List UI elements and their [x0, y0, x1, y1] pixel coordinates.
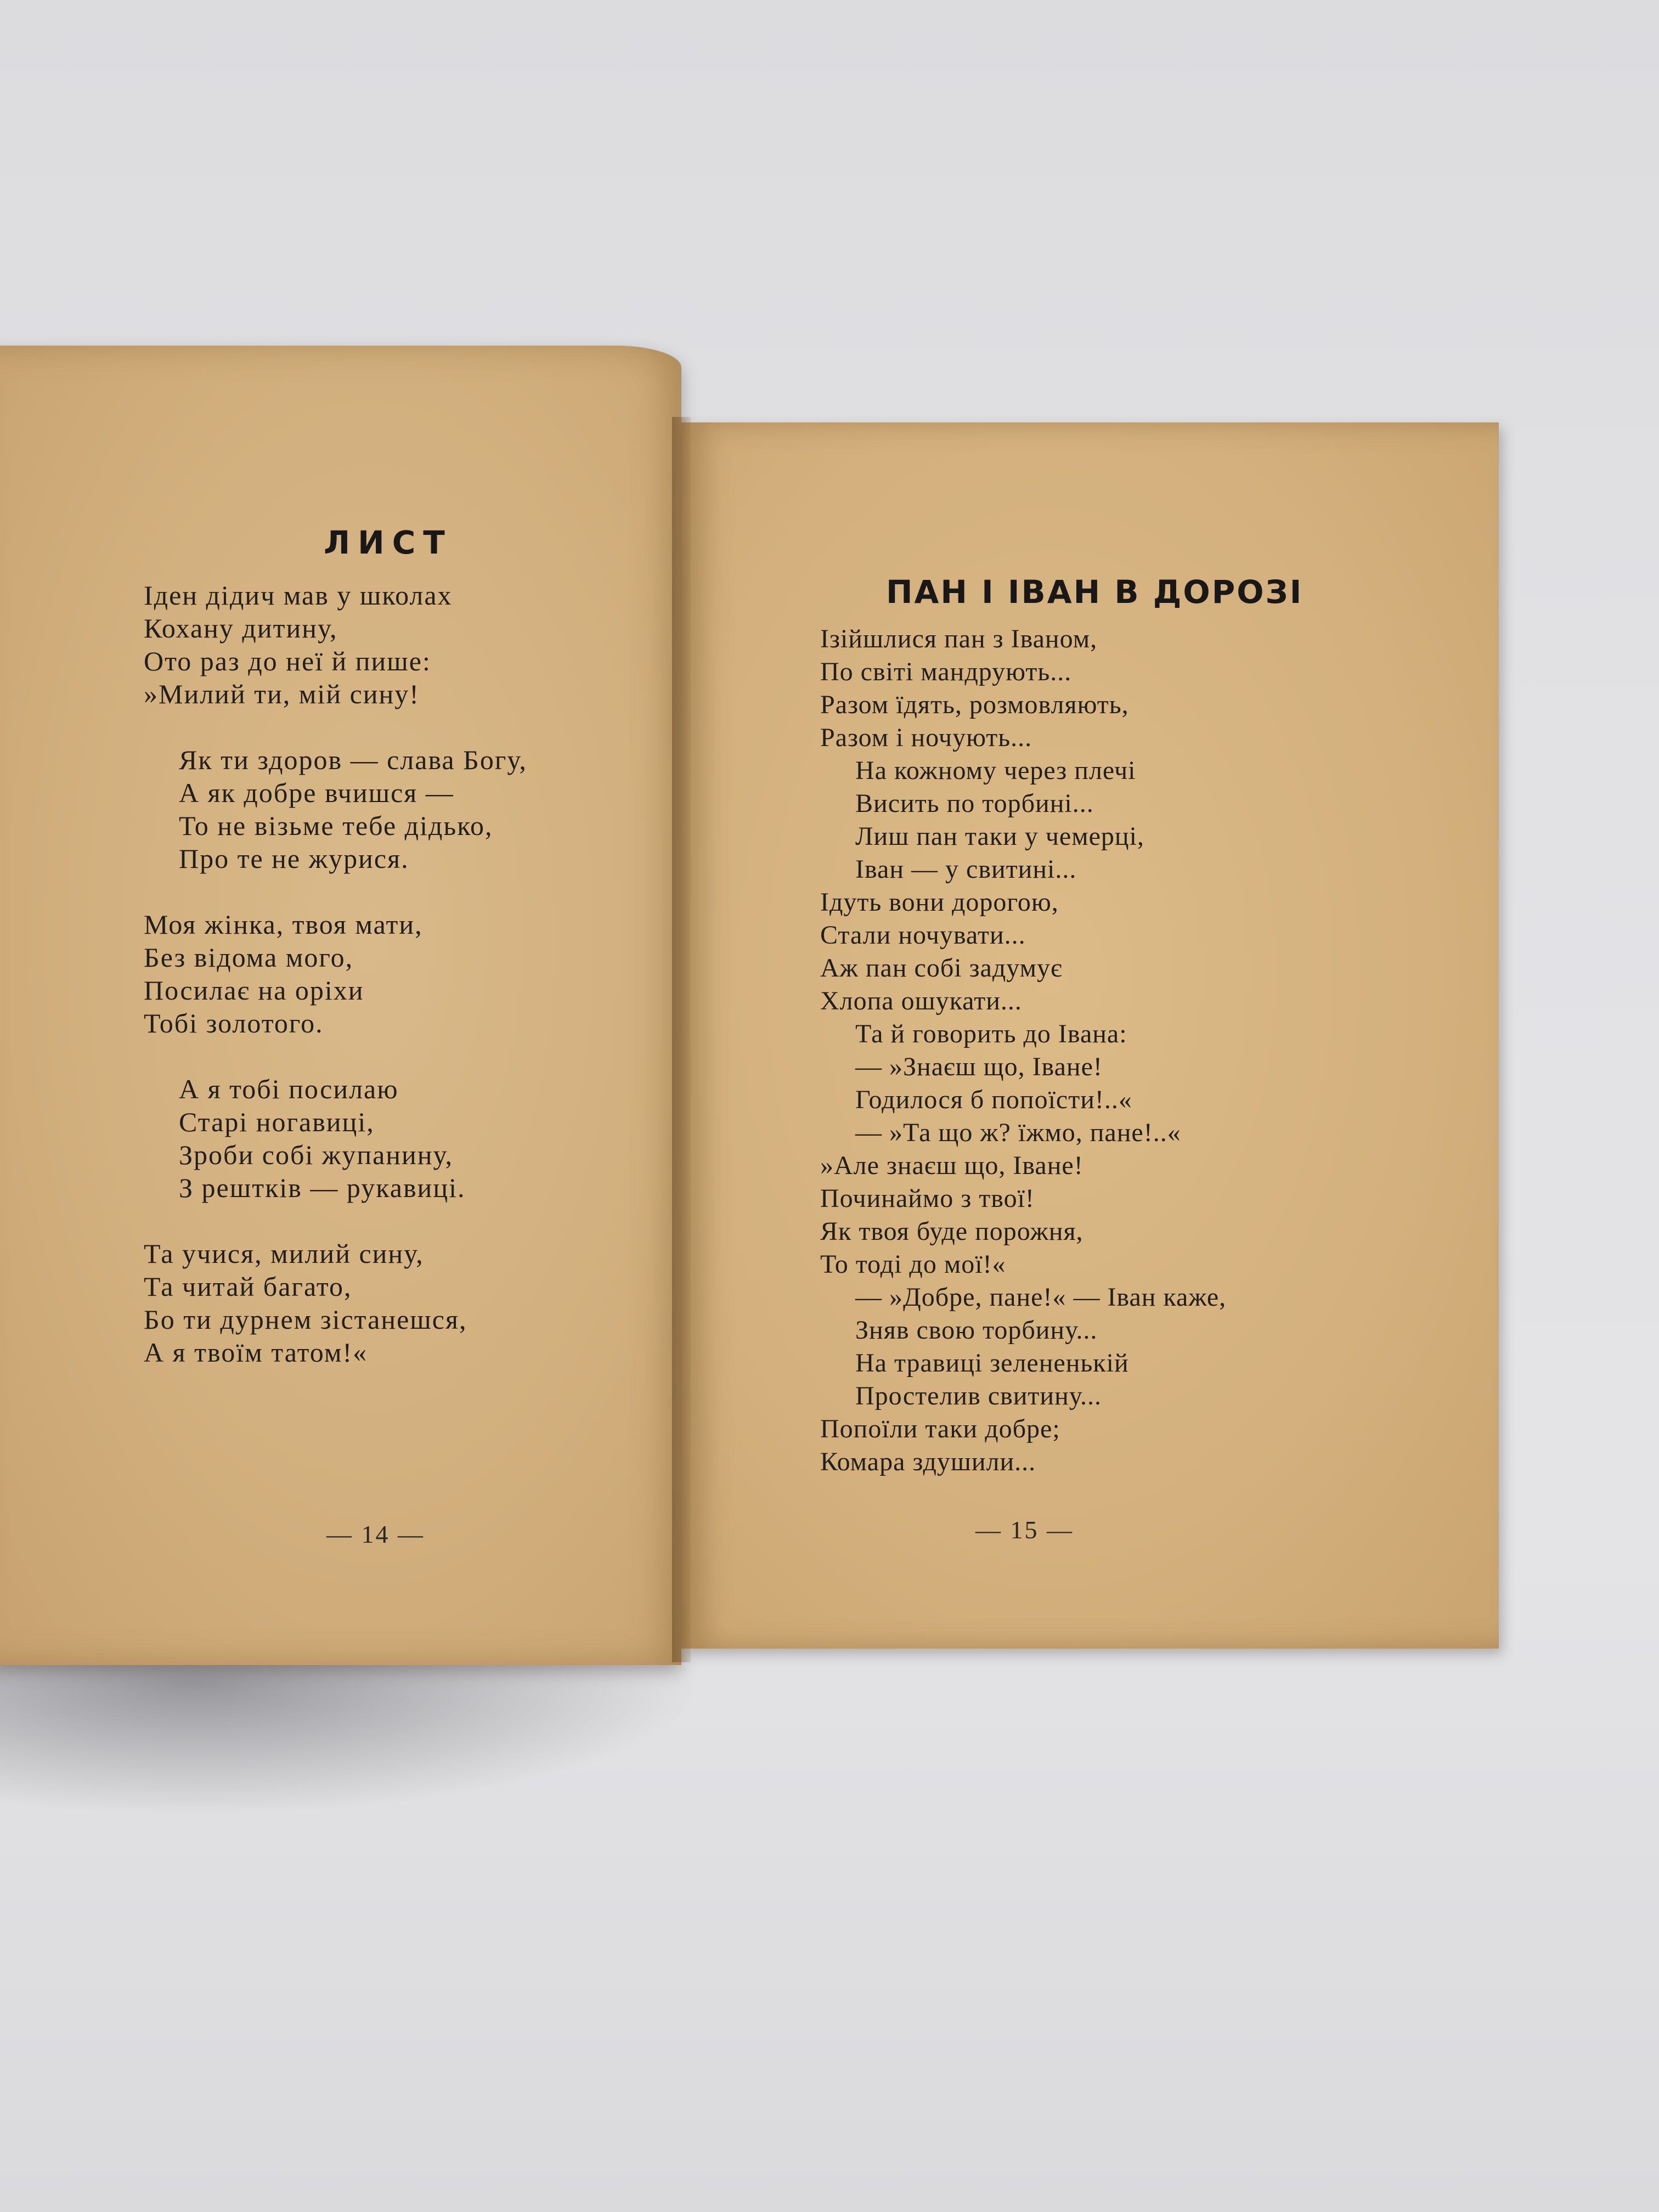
poem-line: »Милий ти, мій сину!: [144, 679, 420, 709]
poem-line: Іван — у свитині...: [855, 855, 1077, 884]
right-page-title: ПАН І ІВАН В ДОРОЗІ: [886, 573, 1304, 611]
poem-line: Комара здушили...: [820, 1447, 1036, 1476]
poem-line: Про те не журися.: [179, 843, 409, 874]
poem-line: По світі мандрують...: [820, 657, 1072, 686]
poem-line: То тоді до мої!«: [820, 1250, 1006, 1279]
poem-line: Як ти здоров — слава Богу,: [179, 744, 527, 775]
stanza-gap: [144, 875, 527, 908]
stanza-gap: [144, 1204, 527, 1237]
poem-line: А я твоїм татом!«: [144, 1337, 368, 1368]
poem-line: Годилося б попоїсти!..«: [855, 1085, 1132, 1114]
poem-line: — »Добре, пане!« — Іван каже,: [855, 1283, 1227, 1312]
poem-line: — »Знаєш що, Іване!: [855, 1052, 1103, 1081]
poem-line: Простелив свитину...: [855, 1381, 1102, 1410]
poem-line: Та читай багато,: [144, 1271, 352, 1302]
poem-line: Ізійшлися пан з Іваном,: [820, 624, 1098, 653]
poem-line: Ото раз до неї й пише:: [144, 646, 431, 676]
page-number-right: — 15 —: [975, 1516, 1074, 1544]
poem-line: Зняв свою торбину...: [855, 1316, 1098, 1345]
poem-line: Як твоя буде порожня,: [820, 1217, 1084, 1246]
poem-line: На кожному через плечі: [855, 756, 1136, 785]
poem-line: А я тобі посилаю: [179, 1074, 399, 1104]
book-shadow: [0, 1651, 702, 1816]
poem-line: Стали ночувати...: [820, 921, 1026, 950]
book-gutter: [672, 417, 691, 1662]
poem-line: Зроби собі жупанину,: [179, 1139, 454, 1170]
poem-line: Іден дідич мав у школах: [144, 580, 453, 611]
stanza-gap: [144, 1040, 527, 1073]
poem-line: Аж пан собі задумує: [820, 953, 1063, 983]
poem-line: Разом їдять, розмовляють,: [820, 690, 1129, 719]
right-poem: [820, 623, 1226, 1479]
left-poem: [144, 579, 527, 1369]
poem-line: Кохану дитину,: [144, 613, 338, 644]
stanza-gap: [144, 710, 527, 743]
poem-line: Висить по торбині...: [855, 789, 1094, 818]
poem-line: То не візьме тебе дідько,: [179, 810, 493, 841]
poem-line: Старі ногавиці,: [179, 1107, 375, 1137]
poem-line: А як добре вчишся —: [179, 777, 454, 808]
poem-line: Попоїли таки добре;: [820, 1414, 1060, 1443]
poem-line: Посилає на оріхи: [144, 975, 364, 1006]
poem-line: Та й говорить до Івана:: [855, 1019, 1127, 1048]
poem-line: Моя жінка, твоя мати,: [144, 909, 423, 940]
poem-line: »Але знаєш що, Іване!: [820, 1151, 1084, 1180]
poem-line: Хлопа ошукати...: [820, 986, 1022, 1015]
poem-line: Бо ти дурнем зістанешся,: [144, 1304, 467, 1335]
poem-line: Разом і ночують...: [820, 723, 1032, 752]
poem-line: Без відома мого,: [144, 942, 354, 973]
page-number-left: — 14 —: [326, 1520, 425, 1548]
poem-line: З решткiв — рукавиці.: [179, 1172, 466, 1203]
poem-line: — »Та що ж? їжмо, пане!..«: [855, 1118, 1181, 1147]
left-page-title: ЛИСТ: [324, 524, 453, 561]
poem-line: Лиш пан таки у чемерці,: [855, 822, 1144, 851]
poem-line: Починаймо з твої!: [820, 1184, 1035, 1213]
poem-line: На травиці зелененькій: [855, 1348, 1129, 1378]
poem-line: Та учися, милий сину,: [144, 1238, 424, 1269]
poem-line: Тобі золотого.: [144, 1008, 324, 1039]
poem-line: Ідуть вони дорогою,: [820, 888, 1059, 917]
